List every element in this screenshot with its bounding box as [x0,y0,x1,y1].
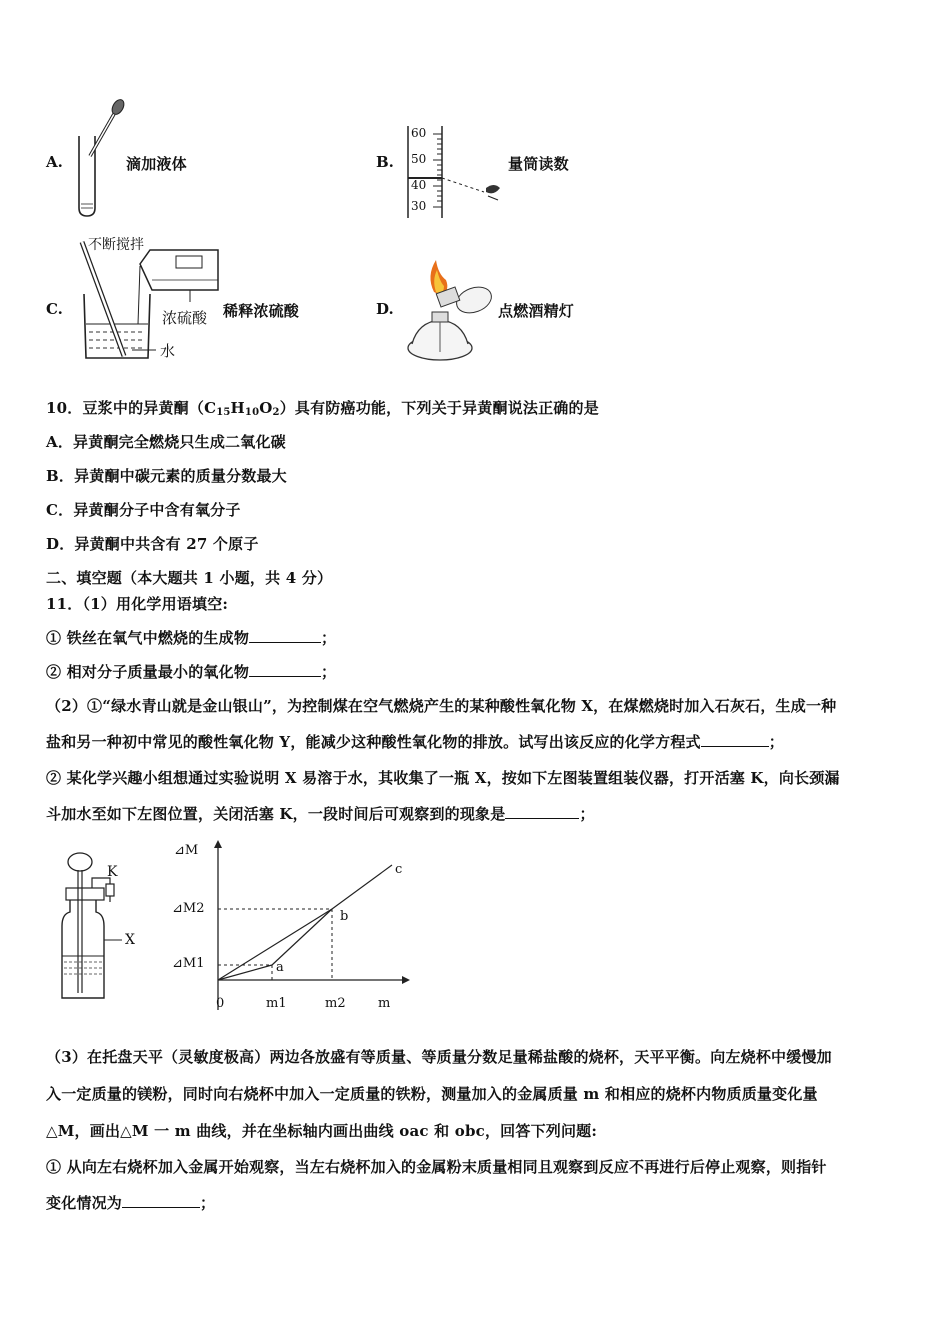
section-2-heading: 二、填空题（本大题共 1 小题，共 4 分） [46,569,333,587]
answer-blank[interactable] [701,732,769,747]
line-oa [218,965,272,980]
option-b-text: 量筒读数 [508,155,569,173]
stir-label: 不断搅拌 [88,237,144,253]
option-d-text: 点燃酒精灯 [498,302,575,320]
q11-2-line1: （2）①“绿水青山就是金山银山”，为控制煤在空气燃烧产生的某种酸性氧化物 X，在煤燃烧时加入石灰石，生成一种 [46,697,837,715]
q10-option-d: D．异黄酮中共含有 27 个原子 [46,535,259,553]
q10-option-c: C．异黄酮分子中含有氧分子 [46,501,241,519]
graph-point-b: b [340,909,349,924]
q10-stem-pre: 10．豆浆中的异黄酮（C [46,399,217,417]
alcohol-lamp-figure [404,256,498,364]
q11-3a-line1: ① 从向左右烧杯加入金属开始观察，当左右烧杯加入的金属粉末质量相同且观察到反应不再进行后停止观察，则指针 [46,1158,827,1176]
option-a-text: 滴加液体 [126,155,187,173]
y-axis-arrow [214,840,222,848]
semicolon: ； [200,1194,216,1212]
option-d-letter: D. [376,300,394,318]
graph-point-c: c [395,862,403,877]
q10-stem-post: ）具有防癌功能，下列关于异黄酮说法正确的是 [279,399,599,417]
apparatus-figure [52,848,152,1000]
line-bc [332,865,392,909]
q10-sub3: 2 [272,407,280,418]
graph-m1-label: ⊿M1 [172,956,205,971]
q11-2b-line2 [46,803,595,824]
semicolon: ； [321,663,337,681]
q11-3-line3: △M，画出△M 一 m 曲线，并在坐标轴内画出曲线 oac 和 obc，回答下列问题: [46,1122,598,1140]
q10-h: H [230,399,245,417]
cyl-tick-30: 30 [411,199,427,213]
graph-x-m2: m2 [325,996,346,1011]
cyl-tick-50: 50 [411,152,427,166]
water-label: 水 [160,342,176,360]
q11-3-line2: 入一定质量的镁粉，同时向右烧杯中加入一定质量的铁粉，测量加入的金属质量 m 和相应的烧杯内物质质量变化量 [46,1085,818,1103]
graph-x-m1: m1 [266,996,287,1011]
answer-blank[interactable] [249,628,321,643]
q10-o: O [259,399,273,417]
answer-blank[interactable] [249,662,321,677]
graph-m2-label: ⊿M2 [172,901,205,916]
dropper-figure [68,96,132,220]
q11-2b-line1: ② 某化学兴趣小组想通过实验说明 X 易溶于水，其收集了一瓶 X，按如下左图装置组装仪器，打开活塞 K，向长颈漏 [46,769,840,787]
answer-blank[interactable] [505,804,579,819]
option-a-letter: A. [46,153,63,171]
option-c-text: 稀释浓硫酸 [223,302,300,320]
semicolon: ； [321,629,337,647]
q11-2b-line2-text: 斗加水至如下左图位置，关闭活塞 K，一段时间后可观察到的现象是 [46,805,506,823]
q10-stem [46,397,599,418]
q10-sub1: 15 [216,407,231,418]
q11-3a-line2-text: 变化情况为 [46,1194,123,1212]
bottle-x-label: X [125,932,135,948]
option-b-letter: B. [376,153,394,171]
semicolon: ； [768,733,784,751]
semicolon: ； [579,805,595,823]
q11-part2 [46,661,336,682]
q11-head: 11．（1）用化学用语填空: [46,595,229,613]
q11-part1 [46,627,336,648]
line-ab [272,909,332,965]
mass-change-graph [168,838,418,1020]
valve-k-label: K [107,864,118,880]
line-ob [218,909,332,980]
q10-sub2: 10 [244,407,260,418]
q11-2-line2 [46,731,784,752]
graph-y-label: ⊿M [174,843,199,858]
acid-label: 浓硫酸 [162,309,208,327]
q11-part1-text: ① 铁丝在氧气中燃烧的生成物 [46,629,250,647]
graph-x-label: m [378,996,391,1011]
q11-part2-text: ② 相对分子质量最小的氧化物 [46,663,250,681]
x-axis-arrow [402,976,410,984]
q11-3-line1: （3）在托盘天平（灵敏度极高）两边各放盛有等质量、等质量分数足量稀盐酸的烧杯，天平平衡。向左烧杯中缓慢加 [46,1048,832,1066]
answer-blank[interactable] [122,1193,200,1208]
q10-option-a: A．异黄酮完全燃烧只生成二氧化碳 [46,433,286,451]
option-c-letter: C. [46,300,63,318]
q11-3a-line2 [46,1192,215,1213]
cyl-tick-60: 60 [411,126,427,140]
cyl-tick-40: 40 [411,178,427,192]
graph-origin: 0 [216,996,225,1011]
graph-point-a: a [276,960,284,975]
q10-option-b: B．异黄酮中碳元素的质量分数最大 [46,467,287,485]
q11-2-line2-text: 盐和另一种初中常见的酸性氧化物 Y，能减少这种酸性氧化物的排放。试写出该反应的化学方程式 [46,733,701,751]
